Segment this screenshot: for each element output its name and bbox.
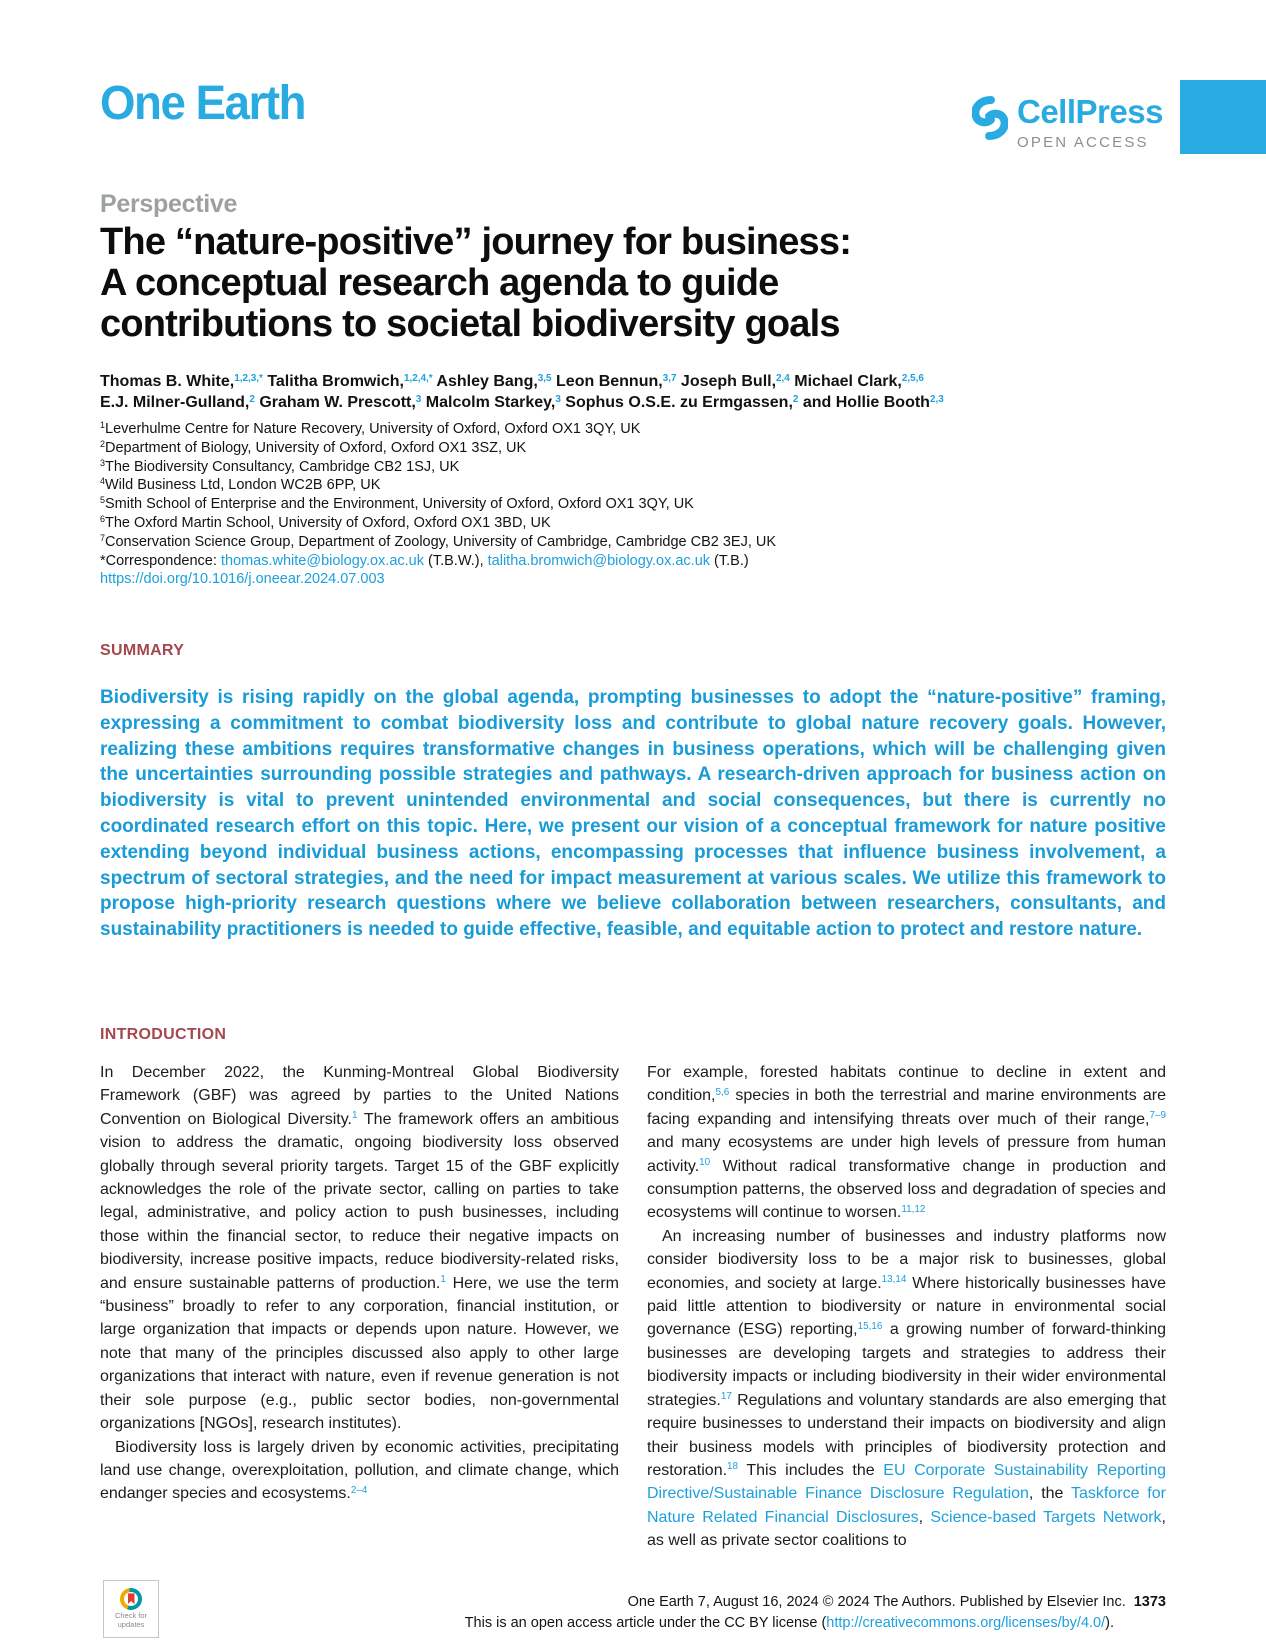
ref-superscript: 7	[100, 532, 105, 543]
publisher-name: CellPress	[1017, 93, 1163, 130]
text-run: Without radical transformative change in production and consumption patterns, the observed loss and degradation of species and ecosystems will continue to worsen.	[647, 1157, 1166, 1222]
text-run: Sophus O.S.E. zu Ermgassen,	[560, 394, 793, 411]
text-run: Graham W. Prescott,	[254, 394, 416, 411]
check-for-updates-label: Check for updates	[114, 1611, 148, 1629]
affiliations-block	[100, 420, 776, 589]
body-paragraph	[100, 1436, 619, 1506]
text-run: An increasing number of businesses and industry platforms now consider biodiversity loss to be a major risk to businesses, global economies, and society at large.	[647, 1227, 1166, 1292]
text-run: Thomas B. White,	[100, 373, 235, 390]
inline-link[interactable]: Taskforce for Nature Related Financial Disclosures	[647, 1485, 1166, 1526]
text-run: Wild Business Ltd, London WC2B 6PP, UK	[105, 477, 381, 494]
summary-heading: SUMMARY	[100, 642, 185, 659]
text-run: The Biodiversity Consultancy, Cambridge CB2 1SJ, UK	[105, 458, 460, 475]
text-run: Malcolm Starkey,	[421, 394, 556, 411]
ref-superscript[interactable]: 3	[555, 393, 561, 405]
inline-link[interactable]: http://creativecommons.org/licenses/by/4.0/	[826, 1615, 1106, 1631]
ref-superscript[interactable]: 3,5	[537, 372, 552, 384]
text-run: Where historically businesses have paid little attention to biodiversity or nature in environmental social governance (ESG) reporting,	[647, 1274, 1166, 1339]
text-run: This is an open access article under the CC BY license (	[464, 1615, 827, 1631]
correspondence-line	[100, 552, 776, 571]
article-type-label: Perspective	[100, 190, 238, 218]
text-run: ).	[1105, 1615, 1114, 1631]
ref-superscript: 3	[100, 457, 105, 468]
article-title-line: The “nature-positive” journey for business:	[100, 221, 852, 263]
text-run: Michael Clark,	[789, 373, 902, 390]
ref-superscript[interactable]: 3,7	[662, 372, 677, 384]
text-run: This includes the	[738, 1461, 884, 1479]
text-run: Regulations and voluntary standards are also emerging that require businesses to understand their impacts on biodiversity and align their business models with principles of biodiversity protection and restoration.	[647, 1391, 1166, 1479]
text-run: The Oxford Martin School, University of Oxford, Oxford OX1 3BD, UK	[105, 514, 551, 531]
doi-line	[100, 570, 776, 589]
author-line	[100, 392, 944, 413]
page-footer	[100, 1592, 1166, 1634]
ref-superscript[interactable]: 1,2,3,*	[234, 372, 263, 384]
text-run: a growing number of forward-thinking businesses are developing targets and strategies to address their biodiversity impacts or including biodiversity in their wider environmental strategies.	[647, 1321, 1167, 1409]
text-run: Leverhulme Centre for Nature Recovery, University of Oxford, Oxford OX1 3QY, UK	[105, 421, 641, 437]
ref-superscript[interactable]: 10	[699, 1157, 711, 1169]
ref-superscript[interactable]: 7–9	[1149, 1110, 1166, 1122]
inline-link[interactable]: https://doi.org/10.1016/j.oneear.2024.07.003	[100, 571, 385, 588]
author-line	[100, 371, 944, 392]
affiliation	[100, 439, 776, 458]
text-run: Ashley Bang,	[432, 373, 538, 390]
text-run: Talitha Bromwich,	[262, 373, 404, 390]
footer-license-line	[100, 1613, 1166, 1634]
body-paragraph	[647, 1061, 1166, 1225]
text-run: and Hollie Booth	[798, 394, 930, 411]
ref-superscript: 5	[100, 495, 105, 506]
ref-superscript: 1	[100, 420, 105, 431]
ref-superscript: 6	[100, 514, 105, 525]
text-run: *Correspondence:	[100, 552, 221, 569]
body-column-left	[100, 1061, 619, 1553]
text-run: One Earth 7, August 16, 2024 © 2024 The Authors. Published by Elsevier Inc.	[627, 1594, 1126, 1610]
text-run: species in both the terrestrial and marine environments are facing expanding and intensifying threats over much of their range,	[647, 1087, 1166, 1128]
text-run: (T.B.)	[710, 552, 749, 569]
ref-superscript[interactable]: 13,14	[881, 1274, 907, 1286]
ref-superscript[interactable]: 2,3	[929, 393, 944, 405]
affiliation	[100, 420, 776, 439]
body-paragraph	[647, 1225, 1166, 1553]
cellpress-logo-icon	[972, 95, 1008, 141]
ref-superscript[interactable]: 17	[720, 1391, 732, 1403]
text-run: Smith School of Enterprise and the Environment, University of Oxford, Oxford OX1 3QY, UK	[105, 496, 694, 513]
ref-superscript[interactable]: 15,16	[857, 1321, 883, 1333]
open-access-label: OPEN ACCESS	[1017, 134, 1149, 151]
publisher-block[interactable]	[972, 95, 1163, 151]
text-run: Biodiversity loss is largely driven by economic activities, precipitating land use change, overexploitation, pollution, and climate change, which endanger species and ecosystems.	[100, 1438, 619, 1503]
text-run: and many ecosystems are under high levels of pressure from human activity.	[647, 1134, 1166, 1175]
text-run: Here, we use the term “business” broadly to refer to any corporation, financial institution, or large organization that impacts or depends upon nature. However, we note that many of the principles discussed also apply to other large organizations that interact with nature, even if revenue generation is not their sole purpose (e.g., public sector bodies, non-governmental organizations [NGOs], research institutes).	[100, 1274, 620, 1433]
text-run: Department of Biology, University of Oxford, Oxford OX1 3SZ, UK	[105, 439, 527, 456]
author-list	[100, 371, 944, 413]
two-column-body	[100, 1061, 1166, 1553]
corner-accent	[1180, 80, 1266, 154]
text-run: , as well as private sector coalitions to	[647, 1508, 1166, 1550]
text-run: (T.B.W.),	[423, 552, 488, 569]
summary-text: Biodiversity is rising rapidly on the global agenda, prompting businesses to adopt the “nature-positive” framing, expressing a commitment to combat biodiversity loss and contribute to global nature recovery goals. However, realizing these ambitions requires transformative changes in business operations, which will be challenging given the uncertainties surrounding possible strategies and pathways. A research-driven approach for business action on biodiversity is vital to prevent unintended environmental and social consequences, but there is currently no coordinated research effort on this topic. Here, we present our vision of a conceptual framework for nature positive extending beyond individual business actions, encompassing processes that influence business involvement, a spectrum of sectoral strategies, and the need for impact measurement at various scales. We utilize this framework to propose high-priority research questions where we believe collaboration between researchers, consultants, and sustainability practitioners is needed to guide effective, feasible, and equitable action to protect and restore nature.	[100, 687, 1166, 941]
affiliation	[100, 458, 776, 477]
ref-superscript[interactable]: 11,12	[901, 1203, 926, 1215]
ref-superscript[interactable]: 3	[415, 393, 422, 405]
ref-superscript[interactable]: 2	[249, 393, 255, 405]
body-paragraph	[100, 1061, 619, 1436]
ref-superscript[interactable]: 2	[792, 393, 799, 405]
text-run: For example, forested habitats continue to decline in extent and condition,	[647, 1064, 1166, 1105]
affiliation	[100, 476, 776, 495]
introduction-heading: INTRODUCTION	[100, 1026, 227, 1043]
ref-superscript[interactable]: 2–4	[350, 1484, 368, 1496]
article-title	[100, 222, 851, 345]
affiliation	[100, 514, 776, 533]
inline-link[interactable]: Science-based Targets Network	[930, 1508, 1162, 1526]
ref-superscript: 2	[100, 438, 105, 449]
text-run: In December 2022, the Kunming-Montreal Global Biodiversity Framework (GBF) was agreed by parties to the United Nations Convention on Biological Diversity.	[100, 1064, 619, 1128]
ref-superscript[interactable]: 5,6	[715, 1086, 730, 1098]
journal-title: One Earth	[100, 77, 306, 130]
article-title-line: A conceptual research agenda to guide	[100, 262, 779, 304]
text-run: Leon Bennun,	[551, 373, 663, 390]
introduction-section	[100, 1026, 1166, 1553]
text-run: E.J. Milner-Gulland,	[100, 394, 250, 411]
text-run: Joseph Bull,	[676, 373, 777, 390]
page-number: 1373	[1133, 1594, 1166, 1610]
ref-superscript[interactable]: 1	[351, 1110, 358, 1122]
text-run: ,	[918, 1508, 931, 1526]
text-run: The framework offers an ambitious vision to address the dramatic, ongoing biodiversity loss observed globally through several priority targets. Target 15 of the GBF explicitly acknowledges the role of the private sector, calling on parties to take legal, administrative, and policy action to push businesses, including those within the financial sector, to reduce their negative impacts on biodiversity, increase positive impacts, reduce biodiversity-related risks, and ensure sustainable patterns of production.	[100, 1110, 620, 1292]
ref-superscript[interactable]: 18	[727, 1461, 739, 1473]
summary-section	[100, 642, 1166, 943]
inline-link[interactable]: talitha.bromwich@biology.ox.ac.uk	[487, 552, 711, 569]
ref-superscript[interactable]: 2,5,6	[901, 372, 924, 384]
text-run: Conservation Science Group, Department of Zoology, University of Cambridge, Cambridge CB2 3EJ, UK	[105, 533, 777, 550]
article-title-line: contributions to societal biodiversity goals	[100, 303, 840, 345]
ref-superscript: 4	[100, 476, 105, 487]
footer-citation-line	[100, 1592, 1166, 1613]
affiliation	[100, 533, 776, 552]
inline-link[interactable]: EU Corporate Sustainability Reporting Directive/Sustainable Finance Disclosure Regulation	[647, 1461, 1167, 1503]
affiliation	[100, 495, 776, 514]
text-run: , the	[1028, 1485, 1071, 1503]
ref-superscript[interactable]: 2,4	[776, 372, 790, 384]
body-column-right	[647, 1061, 1166, 1553]
inline-link[interactable]: thomas.white@biology.ox.ac.uk	[220, 552, 424, 569]
ref-superscript[interactable]: 1,2,4,*	[403, 372, 433, 384]
ref-superscript[interactable]: 1	[440, 1274, 446, 1286]
